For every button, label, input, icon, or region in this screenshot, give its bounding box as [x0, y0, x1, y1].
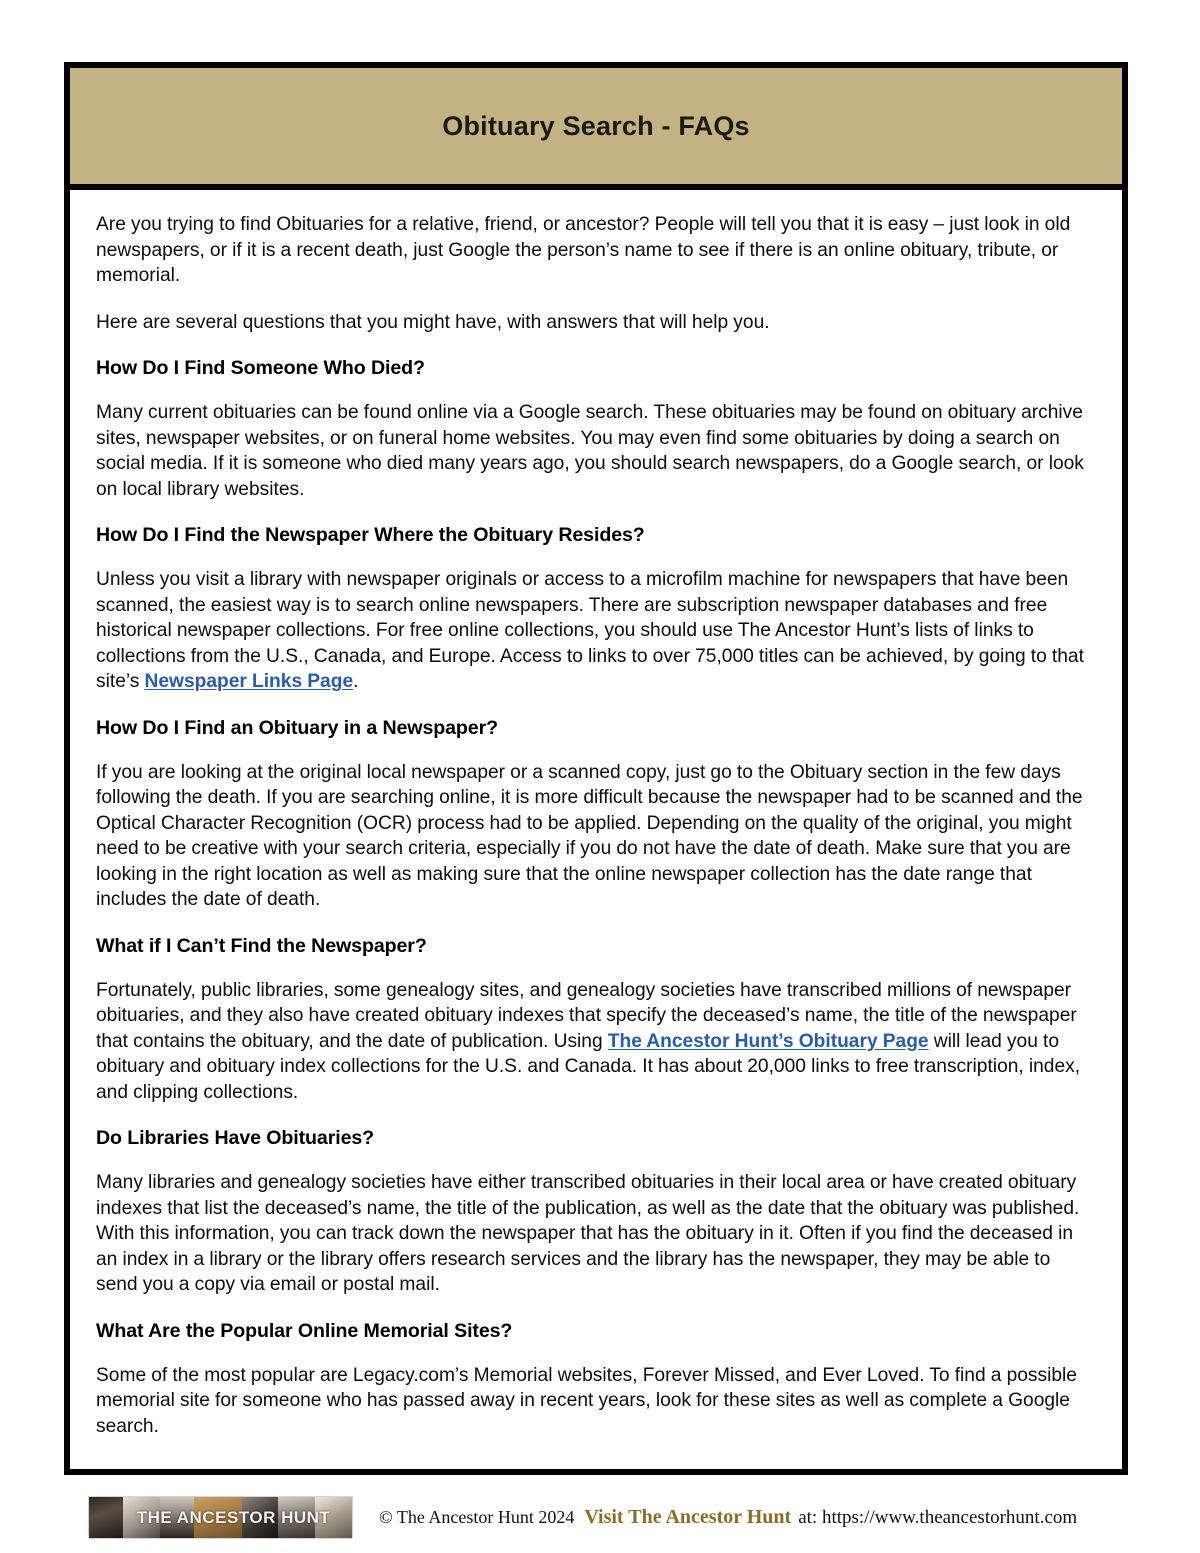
intro-paragraph-1: Are you trying to find Obituaries for a relative, friend, or ancestor? People will tell you that it is easy – just look in old newspapers, or if it is a recent death, just Google the person’s name to see if there is an online obituary, tribute, or memorial.: [96, 214, 1071, 286]
footer-copyright: © The Ancestor Hunt 2024: [379, 1507, 575, 1527]
footer-credit-line: [379, 1506, 1077, 1529]
title-band: [70, 68, 1122, 190]
faq-body-2-tail: .: [353, 671, 359, 692]
faq-heading-find-the-newspaper: How Do I Find the Newspaper Where the Obituary Resides?: [96, 524, 645, 546]
faq-heading-cant-find-newspaper: What if I Can’t Find the Newspaper?: [96, 934, 427, 957]
ancestor-hunt-obituary-page-link[interactable]: The Ancestor Hunt’s Obituary Page: [607, 1030, 929, 1052]
document-body: [70, 190, 1122, 1470]
faq-body-4-tail: will lead you to obituary and obituary index collections for the U.S. and Canada. It has about 20,000 links to free transcription, index, and clipping collections.: [96, 1030, 1081, 1103]
document-box: [64, 62, 1128, 1475]
intro-paragraph-2: Here are several questions that you might have, with answers that will help you.: [96, 311, 770, 333]
footer-url[interactable]: at: https://www.theancestorhunt.com: [798, 1507, 1078, 1528]
page-footer: [64, 1490, 1134, 1545]
faq-heading-how-do-i-find-someone-who-died: How Do I Find Someone Who Died?: [96, 357, 425, 379]
faq-body-3: [96, 760, 1096, 913]
faq-body-5-text: Many libraries and genealogy societies have either transcribed obituaries in their local area or have created obituary indexes that list the deceased’s name, the title of the publication, as well as the date that the obituary was published. With this information, you can track down the newspaper that has the obituary in it. Often if you find the deceased in an index in a library or the library offers research services and the library has the newspaper, they may be able to send you a copy via email or postal mail.: [96, 1172, 1080, 1295]
faq-body-5: [96, 1170, 1096, 1298]
faq-heading-do-libraries-have-obituaries: Do Libraries Have Obituaries?: [96, 1127, 375, 1149]
faq-body-1-text: Many current obituaries can be found online via a Google search. These obituaries may be found on obituary archive sites, newspaper websites, or on funeral home websites. You may even find some obituaries by doing a search on social media. If it is someone who died many years ago, you should search newspapers, do a Google search, or look on local library websites.: [96, 402, 1084, 500]
faq-body-6: [96, 1363, 1096, 1440]
footer-visit-label: Visit The Ancestor Hunt: [584, 1506, 792, 1528]
faq-body-2: [96, 567, 1096, 695]
faq-heading-find-obituary-in-newspaper: How Do I Find an Obituary in a Newspaper?: [96, 716, 498, 739]
ancestor-hunt-logo[interactable]: [88, 1496, 353, 1539]
faq-heading-popular-online-memorial-sites: What Are the Popular Online Memorial Sites?: [96, 1319, 513, 1342]
faq-body-3-text: If you are looking at the original local newspaper or a scanned copy, just go to the Obituary section in the few days following the death. If you are searching online, it is more difficult because the newspaper had to be scanned and the Optical Character Recognition (OCR) process had to be applied. Depending on the quality of the original, you might need to be creative with your search criteria, especially if you do not have the date of death. Make sure that you are looking in the right location as well as making sure that the online newspaper collection has the date range that includes the date of death.: [96, 761, 1083, 910]
faq-body-6-text: Some of the most popular are Legacy.com’s Memorial websites, Forever Missed, and Ever Loved. To find a possible memorial site for someone who has passed away in recent years, look for these sites as well as complete a Google search.: [96, 1364, 1077, 1437]
faq-body-4-text: Fortunately, public libraries, some genealogy sites, and genealogy societies have transcribed millions of newspaper obituaries, and they also have created obituary indexes that specify the deceased’s name, the title of the newspaper that contains the obituary, and the date of publication. Using: [96, 979, 1077, 1052]
faq-body-1: [96, 400, 1096, 502]
newspaper-links-page-link[interactable]: Newspaper Links Page: [144, 671, 354, 692]
faq-body-4: [96, 978, 1096, 1106]
page-title: Obituary Search - FAQs: [442, 110, 750, 141]
faq-body-2-text: Unless you visit a library with newspaper originals or access to a microfilm machine for newspapers that have been scanned, the easiest way is to search online newspapers. There are subscription newspaper databases and free historical newspaper collections. For free online collections, you should use The Ancestor Hunt’s lists of links to collections from the U.S., Canada, and Europe. Access to links to over 75,000 titles can be achieved, by going to that site’s: [96, 569, 1084, 692]
logo-wordmark: THE ANCESTOR HUNT: [136, 1507, 331, 1527]
